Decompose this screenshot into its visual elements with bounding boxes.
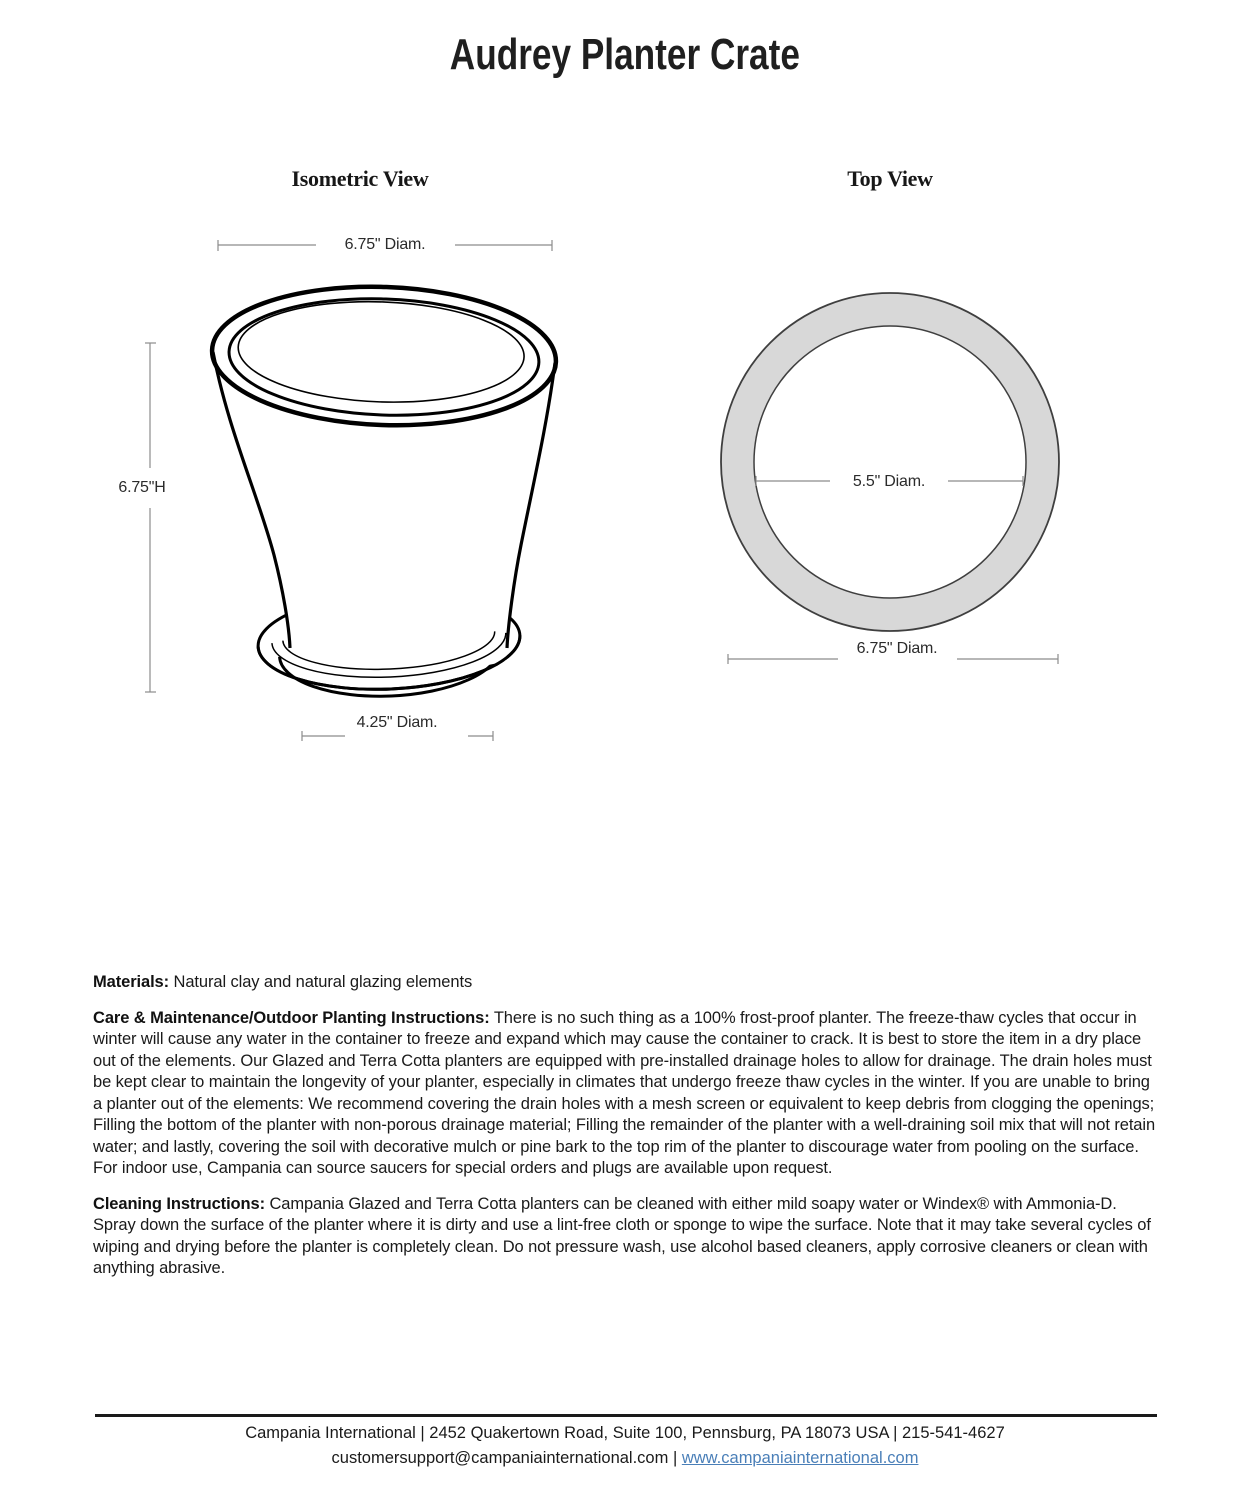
isometric-drawing bbox=[95, 225, 600, 760]
page-title: Audrey Planter Crate bbox=[449, 30, 801, 79]
materials-label: Materials: bbox=[93, 973, 170, 991]
info-text-block bbox=[93, 972, 1157, 1294]
footer-contact-line bbox=[0, 1446, 1250, 1471]
footer-email: customersupport@campaniainternational.com bbox=[331, 1449, 669, 1467]
iso-dim-top-diameter bbox=[218, 236, 552, 253]
footer-divider bbox=[95, 1414, 1157, 1417]
cleaning-paragraph bbox=[93, 1194, 1157, 1280]
iso-dim-height-label: 6.75"H bbox=[118, 479, 166, 496]
materials-text: Natural clay and natural glazing elements bbox=[173, 973, 473, 991]
footer-website-link[interactable]: www.campaniainternational.com bbox=[681, 1449, 919, 1467]
top-view-inner-circle bbox=[754, 326, 1026, 598]
cleaning-label: Cleaning Instructions: bbox=[93, 1194, 265, 1213]
iso-dim-bottom-label: 4.25" Diam. bbox=[356, 714, 438, 731]
top-dim-inner-label: 5.5" Diam. bbox=[852, 473, 926, 490]
care-paragraph bbox=[93, 1008, 1157, 1180]
care-label: Care & Maintenance/Outdoor Planting Instructions: bbox=[93, 1008, 490, 1027]
iso-dim-height bbox=[118, 343, 165, 692]
footer bbox=[0, 1421, 1250, 1471]
top-view-label: Top View bbox=[847, 166, 933, 191]
iso-dim-bottom-diameter bbox=[302, 714, 493, 741]
care-text: There is no such thing as a 100% frost-proof planter. The freeze-thaw cycles that occur in winter will cause any water in the container to freeze and expand which may cause the container to crack. It is best to store the item in a dry place out of the elements. Our Glazed and Terra Cotta planters are equipped with pre-installed drainage holes to allow for drainage. The drain holes must be kept clear to maintain the longevity of your planter, especially in climates that undergo freeze thaw cycles in the winter. If you are unable to bring a planter out of the elements: We recommend covering the drain holes with a mesh screen or equivalent to keep debris from clogging the openings; Filling the bottom of the planter with non-porous drainage material; Filling the remainder of the planter with a well-draining soil mix that will not retain water; and lastly, covering the soil with decorative mulch or pine bark to the top rim of the planter to discourage water from pooling on the surface. For indoor use, Campania can source saucers for special orders and plugs are available upon request. bbox=[93, 1008, 1156, 1177]
isometric-view-label: Isometric View bbox=[291, 166, 429, 191]
iso-dim-top-label: 6.75" Diam. bbox=[344, 236, 426, 253]
cleaning-text: Campania Glazed and Terra Cotta planters can be cleaned with either mild soapy water or Windex® with Ammonia-D. Spray down the surface of the planter where it is dirty and use a lint-free cloth or sponge to wipe the surface. Note that it may take several cycles of wiping and drying before the planter is completely clean. Do not pressure wash, use alcohol based cleaners, apply corrosive cleaners or clean with anything abrasive. bbox=[93, 1194, 1151, 1277]
top-dim-outer-diameter bbox=[728, 640, 1058, 664]
materials-paragraph bbox=[93, 972, 1157, 994]
footer-address-line: Campania International | 2452 Quakertown Road, Suite 100, Pennsburg, PA 18073 USA | 215-541-4627 bbox=[245, 1424, 1005, 1442]
top-dim-outer-label: 6.75" Diam. bbox=[856, 640, 938, 657]
top-view-drawing bbox=[700, 270, 1090, 680]
footer-separator: | bbox=[672, 1449, 678, 1467]
